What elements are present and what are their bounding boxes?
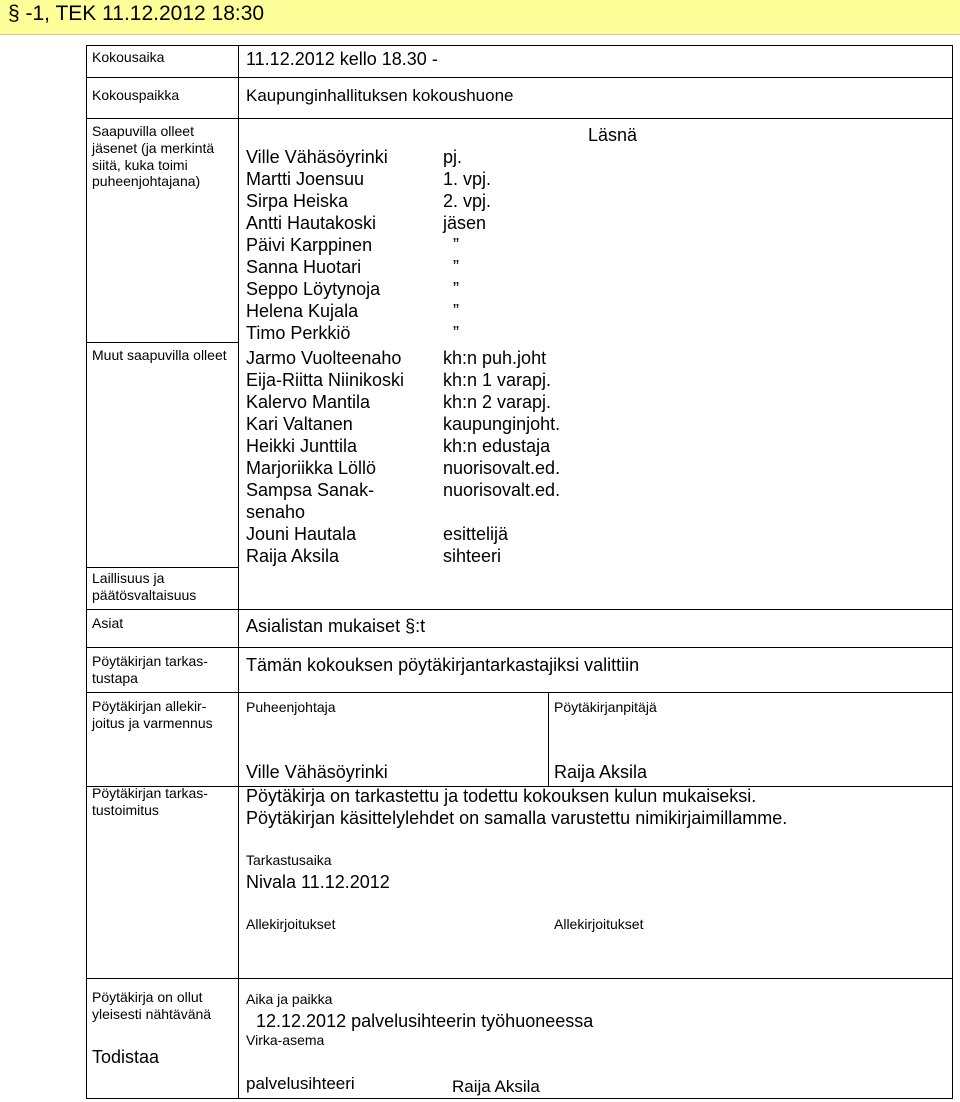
attendee-name: Heikki Junttila — [246, 436, 358, 456]
attendee-name: Kalervo Mantila — [246, 392, 371, 412]
muut-label: Muut saapuvilla olleet — [92, 347, 227, 363]
attendee-role: nuorisovalt.ed. — [443, 458, 561, 478]
attendee-name: Marjoriikka Löllö — [246, 458, 377, 478]
row-divider — [86, 45, 952, 46]
attendee-name: Jouni Hautala — [246, 524, 357, 544]
office-label: Virka-asema — [246, 1032, 325, 1048]
kokouspaikka-label: Kokouspaikka — [92, 87, 180, 103]
laillisuus-label: Laillisuus ja päätösvaltaisuus — [92, 570, 197, 603]
secretary-title: Pöytäkirjanpitäjä — [554, 699, 657, 715]
member-role: jäsen — [443, 213, 487, 233]
member-name: Martti Joensuu — [246, 169, 365, 189]
secretary-name: Raija Aksila — [554, 762, 648, 782]
asiat-label: Asiat — [92, 615, 124, 631]
member-role: ” — [453, 323, 459, 343]
row-divider — [86, 77, 952, 78]
member-name: Antti Hautakoski — [246, 213, 377, 233]
tarkastustoimitus-label: Pöytäkirjan tarkas-tustoimitus — [92, 785, 208, 818]
kokouspaikka-value: Kaupunginhallituksen kokoushuone — [246, 86, 514, 105]
attendee-name: Eija-Riitta Niinikoski — [246, 370, 405, 390]
attendee-name: senaho — [246, 502, 306, 522]
attendee-name: Jarmo Vuolteenaho — [246, 348, 402, 368]
row-divider — [86, 692, 952, 693]
time-place-label: Aika ja paikka — [246, 991, 333, 1007]
attendee-role: kaupunginjoht. — [443, 414, 561, 434]
nahtavana-label: Pöytäkirja on ollut yleisesti nähtävänä — [92, 989, 212, 1022]
allekirjoitus-label: Pöytäkirjan allekir-joitus ja varmennus — [92, 698, 213, 731]
saapuvilla-label: Saapuvilla olleet jäsenet (ja merkintä siitä, kuka toimi puheenjohtajana) — [92, 123, 215, 190]
row-divider — [86, 567, 238, 568]
time-place-value: 12.12.2012 palvelusihteerin työhuoneessa — [256, 1011, 594, 1031]
asiat-value: Asialistan mukaiset §:t — [246, 616, 426, 636]
attendee-role: esittelijä — [443, 524, 509, 544]
label-column-divider — [238, 45, 239, 1099]
inspection-time-label: Tarkastusaika — [246, 852, 332, 868]
presence-header: Läsnä — [588, 125, 638, 145]
chairman-title: Puheenjohtaja — [246, 699, 336, 715]
member-role: ” — [453, 235, 459, 255]
signatures-label-left: Allekirjoitukset — [246, 916, 336, 932]
attendee-role: nuorisovalt.ed. — [443, 480, 561, 500]
row-divider — [86, 609, 952, 610]
attendee-role: sihteeri — [443, 546, 502, 566]
row-divider — [86, 342, 238, 343]
row-divider — [86, 978, 952, 979]
attendee-role: kh:n edustaja — [443, 436, 551, 456]
attendee-name: Kari Valtanen — [246, 414, 353, 434]
member-role: ” — [453, 279, 459, 299]
signature-column-divider — [548, 692, 549, 786]
table-right-border — [952, 45, 953, 1099]
attendee-name: Sampsa Sanak- — [246, 480, 375, 500]
office-value: palvelusihteeri — [246, 1074, 355, 1093]
member-name: Päivi Karppinen — [246, 235, 373, 255]
member-name: Sirpa Heiska — [246, 191, 349, 211]
attendee-role: kh:n 1 varapj. — [443, 370, 552, 390]
member-role: ” — [453, 301, 459, 321]
member-role: ” — [453, 257, 459, 277]
attendee-role: kh:n 2 varapj. — [443, 392, 552, 412]
member-name: Ville Vähäsöyrinki — [246, 147, 388, 167]
tarkastustapa-label: Pöytäkirjan tarkas-tustapa — [92, 653, 208, 686]
attendee-role: kh:n puh.joht — [443, 348, 547, 368]
chairman-name: Ville Vähäsöyrinki — [246, 762, 388, 782]
member-name: Sanna Huotari — [246, 257, 362, 277]
inspection-statement-2: Pöytäkirjan käsittelylehdet on samalla varustettu nimikirjaimillamme. — [246, 808, 788, 828]
tarkastustapa-value: Tämän kokouksen pöytäkirjantarkastajiksi valittiin — [246, 655, 640, 675]
signatures-label-right: Allekirjoitukset — [554, 916, 644, 932]
certifier-name: Raija Aksila — [452, 1077, 540, 1096]
table-left-border — [86, 45, 87, 1099]
member-role: pj. — [443, 147, 463, 167]
member-role: 1. vpj. — [443, 169, 492, 189]
kokousaika-label: Kokousaika — [92, 49, 165, 65]
member-name: Helena Kujala — [246, 301, 359, 321]
certification-label: Todistaa — [92, 1047, 160, 1067]
section-header — [0, 0, 960, 35]
row-divider — [86, 118, 952, 119]
section-title: § -1, TEK 11.12.2012 18:30 — [8, 2, 265, 25]
member-name: Seppo Löytynoja — [246, 279, 381, 299]
attendee-name: Raija Aksila — [246, 546, 340, 566]
inspection-statement-1: Pöytäkirja on tarkastettu ja todettu kokouksen kulun mukaiseksi. — [246, 786, 757, 806]
kokousaika-value: 11.12.2012 kello 18.30 - — [246, 49, 438, 69]
table-bottom-border — [86, 1098, 952, 1099]
row-divider — [86, 647, 952, 648]
member-name: Timo Perkkiö — [246, 323, 351, 343]
member-role: 2. vpj. — [443, 191, 492, 211]
inspection-time-value: Nivala 11.12.2012 — [246, 872, 390, 892]
